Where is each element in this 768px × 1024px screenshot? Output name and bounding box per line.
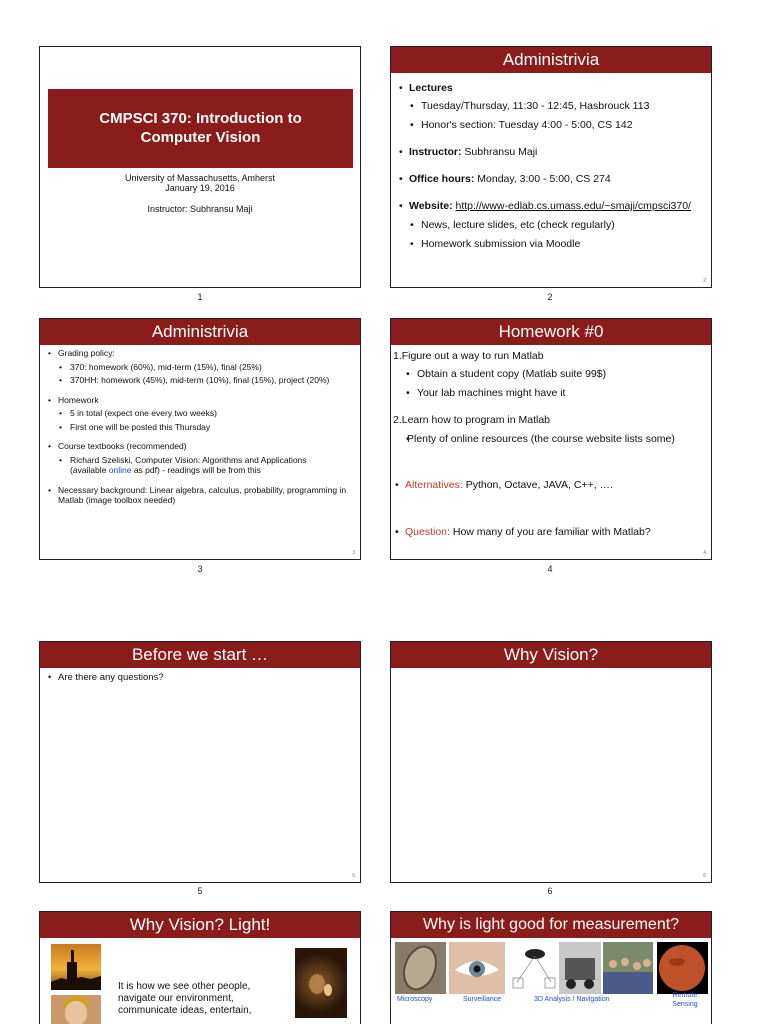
- textbooks-item: • Course textbooks (recommended): [46, 441, 354, 452]
- 3d-analysis-diagram: [511, 942, 557, 994]
- homework-first: • First one will be posted this Thursday: [46, 422, 354, 433]
- online-link[interactable]: online: [108, 465, 132, 475]
- website-item: • Website: http://www-edlab.cs.umass.edu/~smaji/cmpsci370/: [397, 200, 705, 213]
- grading-370: • 370: homework (60%), mid-term (15%), final (25%): [46, 362, 354, 373]
- lectures-item: • Lectures: [397, 82, 705, 95]
- microscopy-image: [395, 942, 446, 994]
- page-number-5: 5: [197, 886, 203, 896]
- grading-370hh: • 370HH: homework (45%), mid-term (10%), final (15%), project (20%): [46, 375, 354, 386]
- questions-item: • Are there any questions?: [46, 672, 354, 684]
- homework-step-1: 1.Figure out a way to run Matlab: [393, 350, 544, 362]
- slide-number: 5: [352, 873, 355, 879]
- alternatives-item: • Alternatives: Python, Octave, JAVA, C++, ….: [393, 479, 709, 492]
- online-resources-item: • Plenty of online resources (the course website lists some): [393, 433, 709, 446]
- slide-number: 2: [703, 278, 706, 284]
- slide-2: [390, 46, 712, 288]
- slide-8: [390, 911, 712, 1024]
- slide-7: [39, 911, 361, 1024]
- student-copy-item: • Obtain a student copy (Matlab suite 99$): [393, 368, 709, 381]
- slide-header: Administrivia: [391, 47, 711, 73]
- date-text: January 19, 2016: [165, 183, 235, 193]
- slide-number: 6: [703, 873, 706, 879]
- news-item: • News, lecture slides, etc (check regularly): [397, 219, 705, 232]
- honors-section: • Honor's section: Tuesday 4:00 - 5:00, CS 142: [397, 119, 705, 132]
- slide-header: Administrivia: [40, 319, 360, 345]
- homework-total: • 5 in total (expect one every two weeks): [46, 408, 354, 419]
- homework-item: • Homework: [46, 395, 354, 406]
- slide-4: [390, 318, 712, 560]
- slide-6: [390, 641, 712, 883]
- slide-5: [39, 641, 361, 883]
- caption-3d-analysis: 3D Analysis / Navigation: [534, 996, 610, 1003]
- slide-1: [39, 46, 361, 288]
- slide-header: Why Vision? Light!: [40, 912, 360, 938]
- university-text: University of Massachusetts, Amherst: [124, 173, 276, 183]
- slide-header: Homework #0: [391, 319, 711, 345]
- page-number-3: 3: [197, 564, 203, 574]
- caption-surveillance: Surveillance: [463, 996, 502, 1003]
- sunset-photo: [51, 944, 101, 990]
- slide-3: [39, 318, 361, 560]
- instructor-item: • Instructor: Subhransu Maji: [397, 146, 705, 159]
- background-item: • Necessary background: Linear algebra, calculus, probability, programming in Matlab (image toolbox needed): [46, 485, 354, 506]
- slide-number: 4: [703, 550, 706, 556]
- lab-machines-item: • Your lab machines might have it: [393, 387, 709, 400]
- slide-number: 3: [352, 550, 355, 556]
- course-title-line2: Computer Vision: [140, 129, 261, 146]
- light-description: It is how we see other people, navigate our environment, communicate ideas, entertain,: [118, 981, 252, 1016]
- page-number-4: 4: [547, 564, 553, 574]
- homework-step-2: 2.Learn how to program in Matlab: [393, 414, 551, 426]
- eye-image: [449, 942, 505, 994]
- slide-header: Before we start …: [40, 642, 360, 668]
- instructor-text: Instructor: Subhransu Maji: [147, 204, 253, 214]
- page-number-1: 1: [197, 292, 203, 302]
- page-number-6: 6: [547, 886, 553, 896]
- office-hours-item: • Office hours: Monday, 3:00 - 5:00, CS 274: [397, 173, 705, 186]
- mars-image: [657, 942, 708, 994]
- robot-vehicle-image: [559, 942, 601, 994]
- painting-photo: [295, 948, 347, 1018]
- surveillance-crowd-image: [603, 942, 653, 994]
- caption-remote-sensing: Remote Sensing: [672, 992, 698, 1008]
- grading-policy-item: • Grading policy:: [46, 348, 354, 359]
- lecture-times: • Tuesday/Thursday, 11:30 - 12:45, Hasbrouck 113: [397, 100, 705, 113]
- slide-header: Why Vision?: [391, 642, 711, 668]
- title-box: [48, 89, 353, 168]
- course-title-line1: CMPSCI 370: Introduction to: [99, 110, 302, 127]
- question-item: • Question: How many of you are familiar with Matlab?: [393, 526, 709, 539]
- page-number-2: 2: [547, 292, 553, 302]
- portrait-photo: [51, 995, 101, 1024]
- website-link[interactable]: http://www-edlab.cs.umass.edu/~smaji/cmpsci370/: [455, 200, 691, 212]
- caption-microscopy: Microscopy: [397, 996, 433, 1003]
- slide-header: Why is light good for measurement?: [391, 912, 711, 938]
- homework-submission-item: • Homework submission via Moodle: [397, 238, 705, 251]
- szeliski-item: • Richard Szeliski, Computer Vision: Algorithms and Applications (available online as pdf) - readings will be from this: [46, 455, 354, 476]
